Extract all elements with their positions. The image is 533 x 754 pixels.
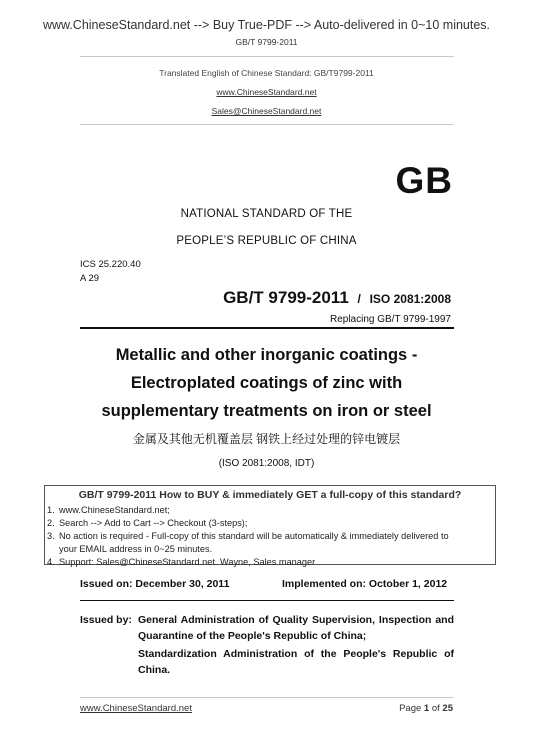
iso-equivalence: (ISO 2081:2008, IDT) bbox=[218, 458, 315, 469]
title-line-1: Metallic and other inorganic coatings - bbox=[115, 346, 418, 364]
list-number: 1. bbox=[47, 505, 55, 515]
top-banner: www.ChineseStandard.net --> Buy True-PDF --> Auto-delivered in 0~10 minutes. bbox=[42, 18, 491, 32]
page-indicator bbox=[399, 703, 453, 714]
intro-divider bbox=[80, 124, 454, 125]
replacing-standard: Replacing GB/T 9799-1997 bbox=[329, 314, 451, 325]
dates-rule bbox=[80, 600, 454, 601]
national-standard-line2: PEOPLE’S REPUBLIC OF CHINA bbox=[176, 235, 357, 247]
list-text[interactable]: www.ChineseStandard.net; bbox=[59, 505, 170, 515]
ccs-code: A 29 bbox=[80, 273, 100, 284]
list-number: 2. bbox=[47, 518, 55, 528]
list-number: 4. bbox=[47, 557, 55, 567]
title-line-3: supplementary treatments on iron or steel bbox=[101, 402, 432, 420]
page-label: Page bbox=[399, 703, 422, 714]
iso-number: ISO 2081:2008 bbox=[369, 292, 451, 306]
title-rule bbox=[80, 327, 454, 329]
issuing-authority-1: General Administration of Quality Supervision, Inspection and Quarantine of the People's Republic of China; bbox=[138, 614, 454, 642]
how-to-buy-title: GB/T 9799-2011 How to BUY & immediately GET a full-copy of this standard? bbox=[78, 489, 462, 501]
list-item bbox=[45, 556, 495, 569]
chinese-title: 金属及其他无机覆盖层 钢铁上经过处理的锌电镀层 bbox=[132, 432, 401, 446]
ics-code: ICS 25.220.40 bbox=[80, 259, 141, 270]
title-line-2: Electroplated coatings of zinc with bbox=[130, 374, 403, 392]
issuing-authority-2: Standardization Administration of the People's Republic of China. bbox=[138, 648, 454, 676]
list-text: Support: Sales@ChineseStandard.net. Wayne, Sales manager bbox=[59, 557, 316, 567]
gb-logo: GB bbox=[395, 160, 453, 201]
footer-website-link[interactable]: www.ChineseStandard.net bbox=[80, 703, 192, 714]
issued-by-label: Issued by: bbox=[80, 614, 132, 626]
list-text: No action is required - Full-copy of this standard will be automatically & immediately delivered to bbox=[59, 531, 449, 541]
standard-number-line bbox=[223, 288, 451, 308]
of-label: of bbox=[431, 703, 440, 714]
list-item bbox=[45, 504, 495, 517]
email-link[interactable]: Sales@ChineseStandard.net bbox=[211, 106, 322, 116]
page-total: 25 bbox=[442, 703, 453, 714]
list-text: Search --> Add to Cart --> Checkout (3-steps); bbox=[59, 518, 248, 528]
standard-number: GB/T 9799-2011 bbox=[223, 288, 349, 307]
list-item bbox=[45, 530, 495, 543]
how-to-buy-list bbox=[45, 504, 495, 569]
website-link[interactable]: www.ChineseStandard.net bbox=[216, 87, 317, 97]
header-standard-code: GB/T 9799-2011 bbox=[235, 37, 298, 47]
header-divider bbox=[80, 56, 454, 57]
list-item bbox=[45, 517, 495, 530]
implemented-on-date: Implemented on: October 1, 2012 bbox=[282, 578, 448, 590]
list-number: 3. bbox=[47, 531, 55, 541]
page-number: 1 bbox=[423, 703, 430, 714]
issued-on-date: Issued on: December 30, 2011 bbox=[80, 578, 230, 590]
how-to-buy-box bbox=[44, 485, 496, 565]
translated-note: Translated English of Chinese Standard: GB/T9799-2011 bbox=[159, 68, 374, 78]
national-standard-line1: NATIONAL STANDARD OF THE bbox=[180, 208, 353, 220]
standard-separator: / bbox=[357, 292, 361, 306]
list-text-continuation: your EMAIL address in 0~25 minutes. bbox=[59, 544, 213, 554]
footer-divider bbox=[80, 697, 454, 698]
